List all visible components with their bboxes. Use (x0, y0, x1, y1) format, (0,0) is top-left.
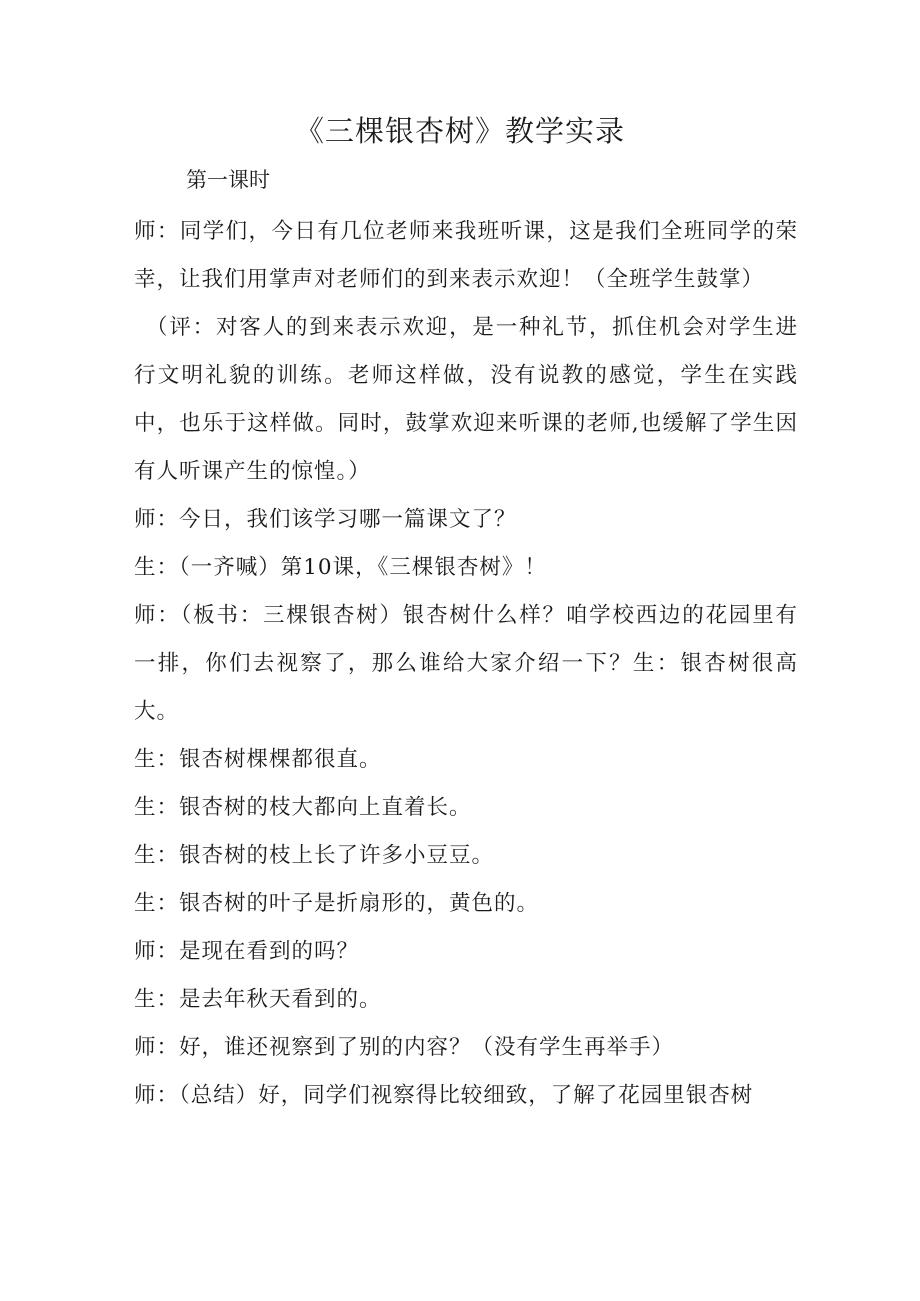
paragraph: 师：同学们，今日有几位老师来我班听课，这是我们全班同学的荣幸，让我们用掌声对老师们的到来表示欢迎！（全班学生鼓掌） (134, 219, 798, 292)
paragraph: 师：（总结）好，同学们视察得比较细致，了解了花园里银杏树 (134, 1083, 754, 1108)
document-title: 《三棵银杏树》教学实录 (294, 114, 625, 148)
paragraph: 师：好，谁还视察到了别的内容？（没有学生再举手） (134, 1035, 675, 1060)
paragraph: 生：银杏树的枝上长了许多小豆豆。 (134, 843, 495, 868)
paragraph: 生：银杏树的枝大都向上直着长。 (134, 795, 472, 820)
paragraph: 师：今日，我们该学习哪一篇课文了？ (134, 507, 517, 532)
paragraph: 生：是去年秋天看到的。 (134, 987, 382, 1012)
paragraph: 生：银杏树棵棵都很直。 (134, 747, 382, 772)
lesson-subtitle: 第一课时 (186, 168, 270, 192)
paragraph: 生：银杏树的叶子是折扇形的，黄色的。 (134, 891, 540, 916)
comment-paragraph: （评：对客人的到来表示欢迎，是一种礼节，抓住机会对学生进行文明礼貌的训练。老师这样做，没有说教的感觉，学生在实践中，也乐于这样做。同时，鼓掌欢迎来听课的老师,也缓解了学生因有人听课产生的惊惶。） (134, 315, 798, 484)
paragraph: 师：是现在看到的吗？ (134, 939, 360, 964)
paragraph: 生：（一齐喊）第10课，《三棵银杏树》！ (134, 555, 547, 580)
document-body (134, 208, 798, 1120)
paragraph: 师：（板书：三棵银杏树）银杏树什么样？咱学校西边的花园里有一排，你们去视察了，那么谁给大家介绍一下？生：银杏树很高大。 (134, 603, 798, 724)
